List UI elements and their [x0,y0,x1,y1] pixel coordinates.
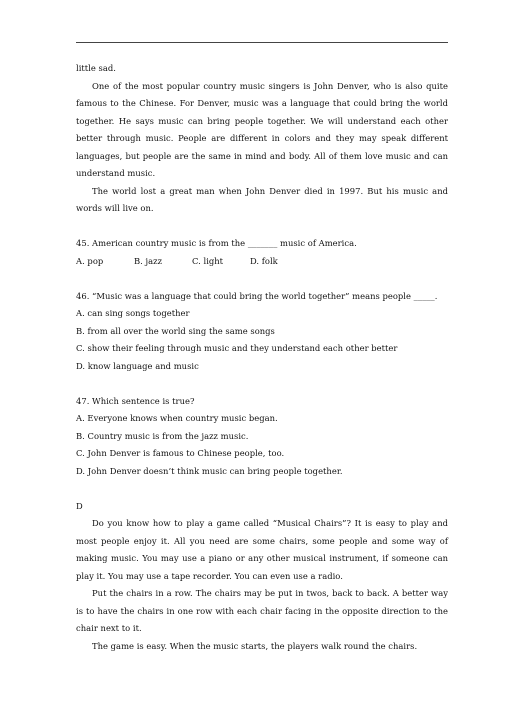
question-47 [76,393,448,481]
question-45-option-b: B. jazz [134,255,163,266]
question-46 [76,288,448,376]
question-46-stem: 46. “Music was a language that could bring the world together” means people _____. [76,290,438,301]
question-46-option-b: B. from all over the world sing the same songs [76,325,275,336]
question-47-stem: 47. Which sentence is true? [76,395,195,406]
question-46-option-a: A. can sing songs together [76,308,190,318]
question-47-option-d: D. John Denver doesn’t think music can bring people together. [76,465,343,476]
passage-d-paragraph-2: Put the chairs in a row. The chairs may be put in twos, back to back. A better way is to have the chairs in one row with each chair facing in the opposite direction to the chair next to it. [76,588,448,633]
passage-d-paragraph-1: Do you know how to play a game called “Musical Chairs”? It is easy to play and most people enjoy it. All you need are some chairs, some people and some way of making music. You may use a piano or any other musical instrument, if someone can play it. You may use a tape recorder. You can even use a radio. [76,518,448,581]
question-45-options [76,253,448,271]
passage-d-paragraph-3: The game is easy. When the music starts, the players walk round the chairs. [92,640,418,651]
passage-c-paragraph-denver: One of the most popular country music singers is John Denver, who is also quite famous to the Chinese. For Denver, music was a language that could bring the world together. He says music can bring people together. We will understand each other better through music. People are different in colors and they may speak different languages, but people are the same in mind and body. All of them love music and can understand music. [76,80,448,178]
question-45 [76,235,448,270]
header-rule [76,42,448,43]
question-45-stem: 45. American country music is from the _______ music of America. [76,238,357,248]
question-45-option-d: D. folk [250,255,278,266]
passage-c-paragraph-tail: little sad. [76,63,116,73]
question-46-option-d: D. know language and music [76,360,199,371]
question-45-option-c: C. light [192,255,224,266]
question-47-option-b: B. Country music is from the jazz music. [76,430,249,441]
question-47-option-a: A. Everyone knows when country music began. [76,413,278,423]
question-47-option-c: C. John Denver is famous to Chinese people, too. [76,448,285,458]
question-45-option-a: A. pop [76,255,104,266]
question-46-option-c: C. show their feeling through music and they understand each other better [76,343,398,353]
passage-c-paragraph-end: The world lost a great man when John Denver died in 1997. But his music and words will live on. [76,185,448,213]
section-letter-d: D [76,500,83,511]
document-body [76,60,448,655]
